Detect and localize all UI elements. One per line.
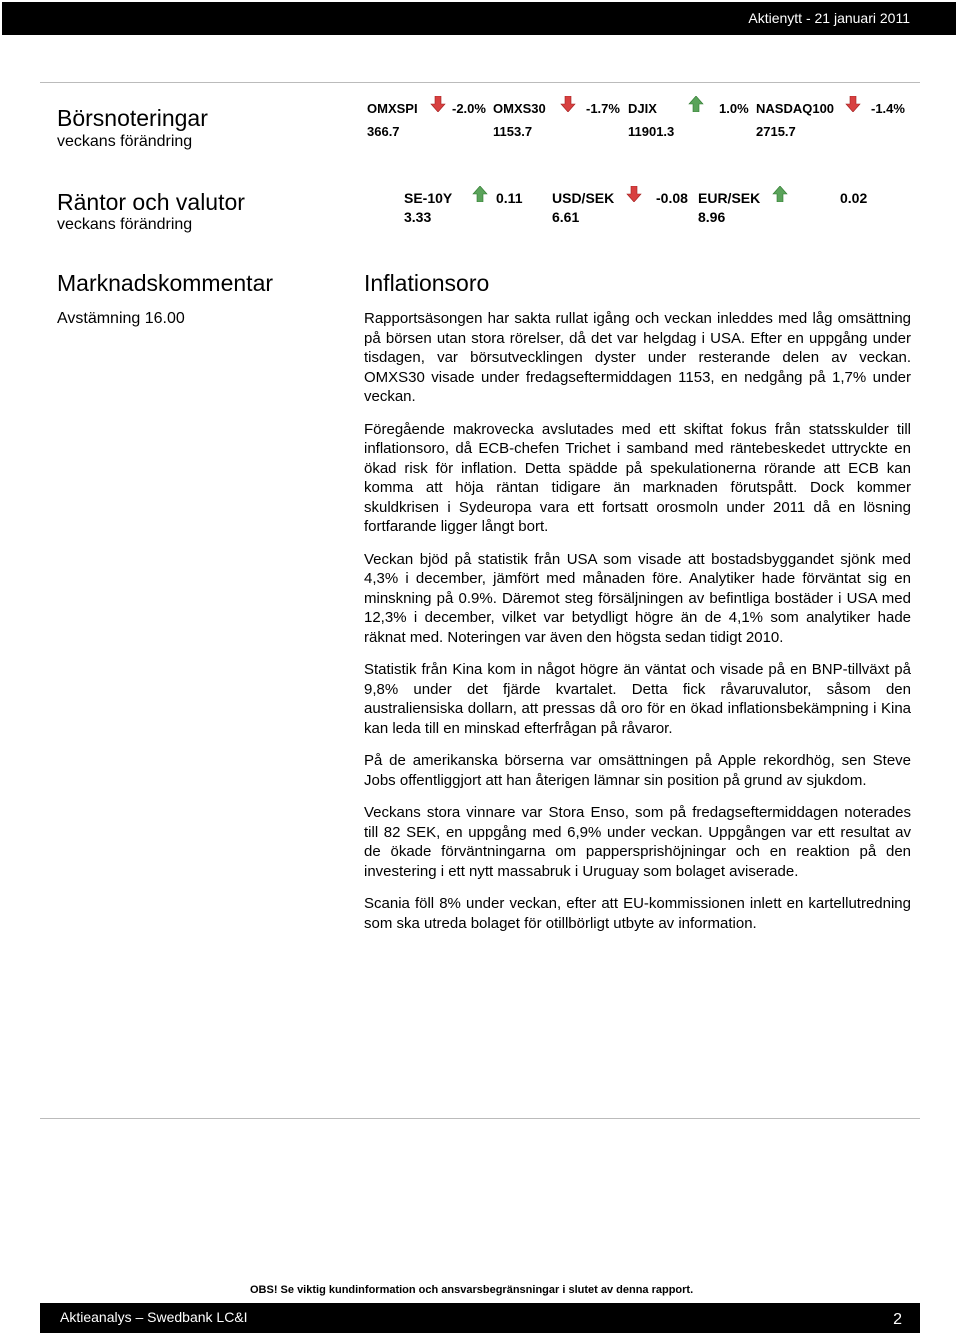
ticker-name: NASDAQ100 [756,101,835,116]
paragraph: Rapportsäsongen har sakta rullat igång och veckan inleddes med låg omsättning på börsen utan stora rörelser, då det var helgdag i USA. Efter en uppgång under tisdagen, var börsutvecklingen dyster under resterande delen av veckan. OMXS30 visade under fredagseftermiddagen 1153, en nedgång på 1,7% under veckan. [364,310,911,405]
ticker-value: 11901.3 [628,124,675,139]
ticker-change: -1.7% [586,101,620,116]
ticker-value: 8.96 [698,209,726,225]
ticker-value: 3.33 [404,209,432,225]
rantor-subtitle: veckans förändring [57,216,193,233]
arrow-down-icon [626,186,642,202]
rantor-title: Räntor och valutor [57,189,245,215]
footer-bar [40,1303,920,1333]
header-bar [2,2,956,35]
kommentar-title: Marknadskommentar [57,270,274,296]
arrow-down-icon [430,96,446,112]
arrow-up-icon [772,186,788,202]
ticker-name: OMXSPI [367,101,418,116]
ticker-value: 6.61 [552,209,580,225]
divider [40,82,920,83]
divider [40,1118,920,1119]
page-number: 2 [893,1311,902,1328]
paragraph: Veckans stora vinnare var Stora Enso, som på fredagseftermiddagen noterades till 82 SEK, en uppgång med 6,9% under veckan. Uppgången var ett resultat av de ökade förväntningarna om pappersprishöjningar och en reaktion på den investering i ett nytt massabruk i Uruguay som bolaget aviserade. [364,804,911,880]
ticker-name: SE-10Y [404,190,453,206]
ticker-change: -1.4% [871,101,905,116]
paragraph: Scania föll 8% under veckan, efter att EU-kommissionen inlett en kartellutredning som ska utreda bolaget för otillbörligt utbyte av information. [364,895,911,932]
borsnoteringar-title: Börsnoteringar [57,105,208,131]
ticker-change: 0.11 [496,190,523,206]
paragraph: Veckan bjöd på statistik från USA som visade att bostadsbyggandet sjönk med 4,3% i december, jämfört med månaden före. Analytiker hade förväntat sig en minskning på 0.9%. Däremot steg försäljningen av befintliga bostäder i USA med 12,3% i december, vilket var betydligt högre än de 4,1% som analytiker hade räknat med. Noteringen var även den högsta sedan tidigt 2010. [364,550,911,646]
ticker-value: 366.7 [367,124,400,139]
ticker-name: USD/SEK [552,190,615,206]
ticker-name: EUR/SEK [698,190,761,206]
ticker-value: 1153.7 [493,124,533,139]
kommentar-heading: Inflationsoro [364,270,490,296]
arrow-up-icon [688,96,704,112]
footer-left: Aktieanalys – Swedbank LC&I [60,1309,248,1325]
ticker-change: 0.02 [840,190,868,206]
kommentar-time: Avstämning 16.00 [57,310,185,327]
ticker-value: 2715.7 [756,124,796,139]
ticker-name: DJIX [628,101,657,116]
ticker-change: 1.0% [719,101,749,116]
arrow-down-icon [560,96,576,112]
arrow-up-icon [472,186,488,202]
arrow-down-icon [845,96,861,112]
kommentar-body [364,309,911,946]
paragraph: Statistik från Kina kom in något högre än väntat och visade på en BNP-tillväxt på 9,8% under det fjärde kvartalet. Detta fick råvaruvalutor, såsom den australiensiska dollarn, att pressas då oro för en ökad inflationsbekämpning i Kina kan leda till en minskad efterfrågan på råvaror. [364,661,911,737]
ticker-change: -2.0% [452,101,486,116]
borsnoteringar-subtitle: veckans förändring [57,133,193,150]
header-title: Aktienytt - 21 januari 2011 [748,10,910,26]
ticker-change: -0.08 [656,190,688,206]
ticker-name: OMXS30 [493,101,546,116]
footer-notice: OBS! Se viktig kundinformation och ansvarsbegränsningar i slutet av denna rapport. [250,1284,694,1296]
paragraph: Föregående makrovecka avslutades med ett skiftat fokus från statsskulder till inflationsoro, då ECB-chefen Trichet i samband med räntebeskedet uttryckte en ökad risk för inflation. Detta spädde på spekulationerna rörande att ECB kan komma att höja räntan tidigare än marknaden förutspått. Dock kommer skuldkrisen i Sydeuropa vara ett fortsatt orosmoln under 2011 då en lösning fortfarande ligger långt bort. [364,420,911,535]
paragraph: På de amerikanska börserna var omsättningen på Apple rekordhög, sen Steve Jobs offentliggjort att han återigen lämnar sin position på grund av sjukdom. [364,752,911,789]
